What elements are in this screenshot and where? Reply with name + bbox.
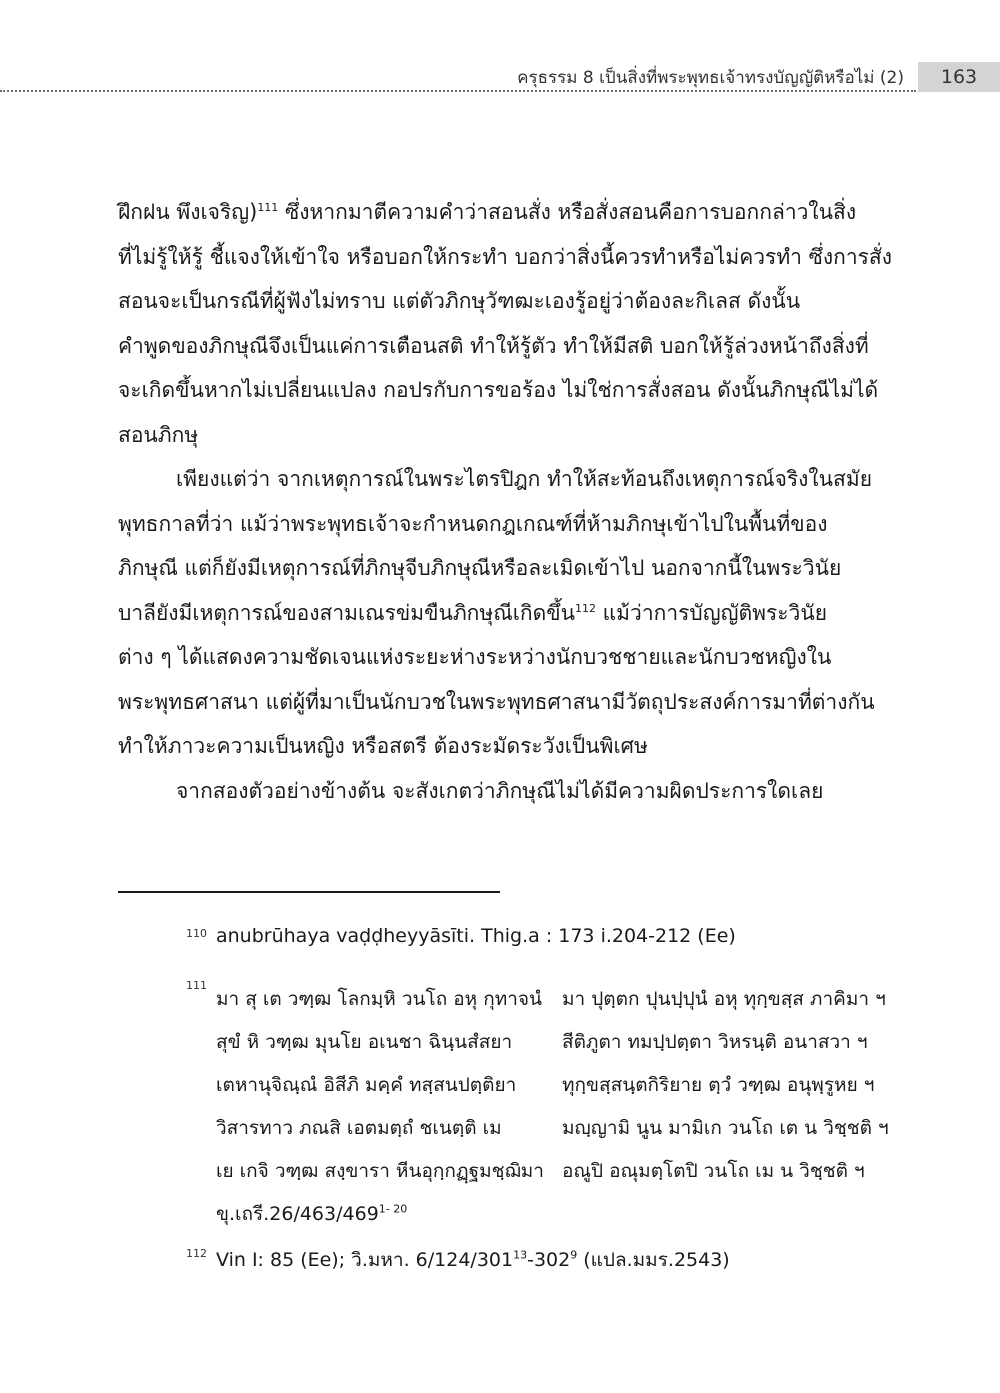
line-text: จากสองตัวอย่างข้างต้น จะสังเกตว่าภิกษุณีไม่ได้มีความผิดประการใดเลย [176,778,824,803]
paragraph-line [118,724,886,769]
footnotes [186,925,906,1275]
line-text: ต่าง ๆ ได้แสดงความชัดเจนแห่งระยะห่างระหว่างนักบวชชายและนักบวชหญิงใน [118,645,832,669]
footnote-text: anubrūhaya vaḍḍheyyāsīti. Thig.a : 173 i.204-212 (Ee) [216,925,736,947]
line-text: จะเกิดขึ้นหากไม่เปลี่ยนแปลง กอปรกับการขอร้อง ไม่ใช่การสั่งสอน ดังนั้นภิกษุณีไม่ได้ [118,378,879,402]
footnote-110 [186,925,906,977]
paragraph-line [118,190,886,235]
footnote-ref[interactable]: 111 [257,201,279,214]
verse-row [216,1149,906,1192]
line-text: ภิกษุณี แต่ก็ยังมีเหตุการณ์ที่ภิกษุจีบภิกษุณีหรือละเมิดเข้าไป นอกจากนี้ในพระวินัย [118,556,842,580]
verse-right: มา ปุตฺตก ปุนปฺปุนํ อหุ ทุกฺขสฺส ภาคิมา ฯ [562,987,886,1010]
paragraph-line [118,635,886,680]
verse-row [216,1106,906,1149]
verse-left: สุขํ หิ วฑฺฒ มุนโย อเนชา ฉินฺนสํสยา [216,1030,513,1053]
verse-reference: ขุ.เถรี.26/463/469$^{1- 20}$ [216,1202,408,1225]
footnote-number: 111 [186,979,207,992]
line-text: สอนจะเป็นกรณีที่ผู้ฟังไม่ทราบ แต่ตัวภิกษุวัฑฒะเองรู้อยู่ว่าต้องละกิเลส ดังนั้น [118,289,801,313]
verse-left: มา สุ เต วฑฺฒ โลกมฺหิ วนโถ อหุ กุทาจนํ [216,987,543,1010]
paragraph-line [118,680,886,725]
paragraph-line [118,546,886,591]
verse-right: อณูปิ อณุมตฺโตปิ วนโถ เม น วิชฺชติ ฯ [562,1159,865,1182]
line-text: พุทธกาลที่ว่า แม้ว่าพระพุทธเจ้าจะกำหนดกฎเกณฑ์ที่ห้ามภิกษุเข้าไปในพื้นที่ของ [118,511,828,536]
footnote-111 [186,977,906,1235]
footnote-ref[interactable]: 112 [574,601,596,615]
verse-row [216,977,906,1020]
footnote-separator [118,891,500,893]
footnote-text: Vin I: 85 (Ee); วิ.มหา. $6/124/301^{13}-302^9$ (แปล.มมร.2543) [216,1248,730,1271]
line-text: ฝึกฝน พึงเจริญ)$^{111}$ ซึ่งหากมาตีความคำว่าสอนสั่ง หรือสั่งสอนคือการบอกกล่าวในสิ่ง [118,200,857,224]
paragraph-line [118,413,886,458]
paragraph-line [118,457,886,502]
line-text: เพียงแต่ว่า จากเหตุการณ์ในพระไตรปิฎก ทำให้สะท้อนถึงเหตุการณ์จริงในสมัย [176,467,873,491]
verse-left: วิสารทาว ภณสิ เอตมตฺถํ ชเนตฺติ เม [216,1116,502,1139]
footnote-112 [186,1245,906,1275]
verse-left: เย เกจิ วฑฺฒ สงฺขารา หีนอุกฺกฏฺฐมชฺฌิมา [216,1159,544,1182]
body-text [118,190,893,813]
verse-right: สีติภูตา ทมปฺปตฺตา วิหรนฺติ อนาสวา ฯ [562,1030,868,1053]
verse-right: มญฺญามิ นูน มามิเก วนโถ เต น วิชฺชติ ฯ [562,1116,889,1139]
verse-left: เตหานุจิณฺณํ อิสีภิ มคฺคํ ทสฺสนปตฺติยา [216,1073,517,1096]
verse-row [216,1020,906,1063]
running-title: ครุธรรม 8 เป็นสิ่งที่พระพุทธเจ้าทรงบัญญัติหรือไม่ (2) [517,68,904,88]
paragraph-line [118,502,886,547]
verse-block [186,977,906,1235]
paragraph-line [118,591,886,636]
paragraph-line [118,235,893,280]
page-header [0,62,1000,94]
footnote-number: 112 [186,1247,207,1260]
verse-right: ทุกฺขสฺสนฺตกิริยาย ตฺวํ วฑฺฒ อนุพฺรูหย ฯ [562,1073,875,1096]
line-text: ที่ไม่รู้ให้รู้ ชี้แจงให้เข้าใจ หรือบอกให้กระทำ บอกว่าสิ่งนี้ควรทำหรือไม่ควรทำ ซึ่งการสั่ง [118,244,893,269]
line-text: พระพุทธศาสนา แต่ผู้ที่มาเป็นนักบวชในพระพุทธศาสนามีวัตถุประสงค์การมาที่ต่างกัน [118,689,875,714]
paragraph-line [118,279,886,324]
paragraph-line [118,769,886,814]
line-text: ทำให้ภาวะความเป็นหญิง หรือสตรี ต้องระมัดระวังเป็นพิเศษ [118,734,648,758]
line-text: สอนภิกษุ [118,422,199,447]
page-number: 163 [918,62,1000,92]
paragraph-line [118,368,886,413]
paragraph-line [118,324,886,369]
line-text: คำพูดของภิกษุณีจึงเป็นแค่การเตือนสติ ทำให้รู้ตัว ทำให้มีสติ บอกให้รู้ล่วงหน้าถึงสิ่งที่ [118,333,869,358]
line-text: บาลียังมีเหตุการณ์ของสามเณรข่มขืนภิกษุณีเกิดขึ้น$^{112}$ แม้ว่าการบัญญัติพระวินัย [118,600,827,625]
footnote-number: 110 [186,927,207,940]
verse-row [216,1063,906,1106]
